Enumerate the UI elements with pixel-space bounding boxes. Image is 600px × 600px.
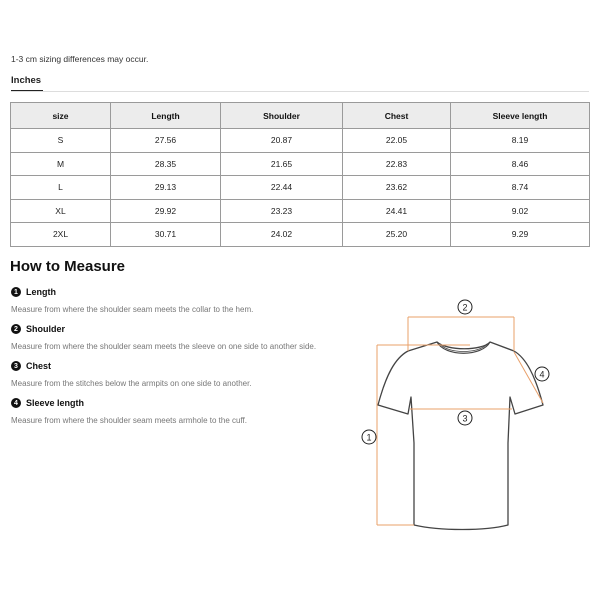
number-three-icon: 3 (11, 361, 21, 371)
measure-item-desc: Measure from where the shoulder seam meets armhole to the cuff. (11, 416, 247, 425)
table-row (11, 152, 590, 176)
cell-size: XL (11, 199, 111, 223)
tshirt-outline (378, 342, 543, 530)
tab-divider (11, 91, 589, 92)
measure-item-shoulder (11, 324, 316, 351)
header-size: size (11, 103, 111, 129)
table-row (11, 199, 590, 223)
cell-chest: 25.20 (343, 223, 451, 247)
number-four-icon: 4 (11, 398, 21, 408)
cell-sleeve-length: 8.46 (451, 152, 590, 176)
cell-shoulder: 23.23 (221, 199, 343, 223)
header-length: Length (111, 103, 221, 129)
marker-sleeve (535, 367, 549, 381)
tshirt-measure-diagram (355, 295, 555, 535)
measure-item-title: Chest (26, 361, 52, 371)
cell-chest: 23.62 (343, 176, 451, 200)
marker-length-label: 1 (366, 432, 372, 443)
measure-item-title: Shoulder (26, 324, 66, 334)
sizing-note: 1-3 cm sizing differences may occur. (11, 54, 149, 64)
cell-sleeve-length: 9.29 (451, 223, 590, 247)
cell-length: 28.35 (111, 152, 221, 176)
measure-item-chest (11, 361, 252, 388)
cell-shoulder: 21.65 (221, 152, 343, 176)
header-shoulder: Shoulder (221, 103, 343, 129)
cell-size: 2XL (11, 223, 111, 247)
measure-item-desc: Measure from where the shoulder seam meets the collar to the hem. (11, 305, 254, 314)
measure-item-title: Sleeve length (26, 398, 85, 408)
measure-item-sleeve-length (11, 398, 247, 425)
measure-item-desc: Measure from where the shoulder seam meets the sleeve on one side to another side. (11, 342, 317, 351)
header-chest: Chest (343, 103, 451, 129)
cell-chest: 24.41 (343, 199, 451, 223)
measure-item-desc: Measure from the stitches below the armpits on one side to another. (11, 379, 252, 388)
cell-size: S (11, 129, 111, 153)
cell-length: 30.71 (111, 223, 221, 247)
table-row (11, 176, 590, 200)
cell-shoulder: 20.87 (221, 129, 343, 153)
marker-sleeve-label: 4 (539, 369, 545, 380)
how-to-measure-title: How to Measure (10, 258, 126, 275)
cell-length: 29.92 (111, 199, 221, 223)
cell-chest: 22.83 (343, 152, 451, 176)
marker-chest-label: 3 (462, 413, 468, 424)
table-row (11, 223, 590, 247)
cell-chest: 22.05 (343, 129, 451, 153)
cell-sleeve-length: 9.02 (451, 199, 590, 223)
cell-size: M (11, 152, 111, 176)
marker-chest (458, 411, 472, 425)
cell-size: L (11, 176, 111, 200)
cell-shoulder: 22.44 (221, 176, 343, 200)
cell-shoulder: 24.02 (221, 223, 343, 247)
number-one-icon: 1 (11, 287, 21, 297)
cell-sleeve-length: 8.74 (451, 176, 590, 200)
marker-shoulder (458, 300, 472, 314)
cell-length: 27.56 (111, 129, 221, 153)
cell-length: 29.13 (111, 176, 221, 200)
table-row (11, 129, 590, 153)
table-header-row (11, 103, 590, 129)
measure-item-length (11, 287, 253, 314)
measure-item-title: Length (26, 287, 56, 297)
size-chart-table (10, 102, 590, 247)
header-sleeve-length: Sleeve length (451, 103, 590, 129)
marker-shoulder-label: 2 (462, 302, 468, 313)
number-two-icon: 2 (11, 324, 21, 334)
tab-inches[interactable]: Inches (11, 75, 43, 92)
marker-length (362, 430, 376, 444)
cell-sleeve-length: 8.19 (451, 129, 590, 153)
